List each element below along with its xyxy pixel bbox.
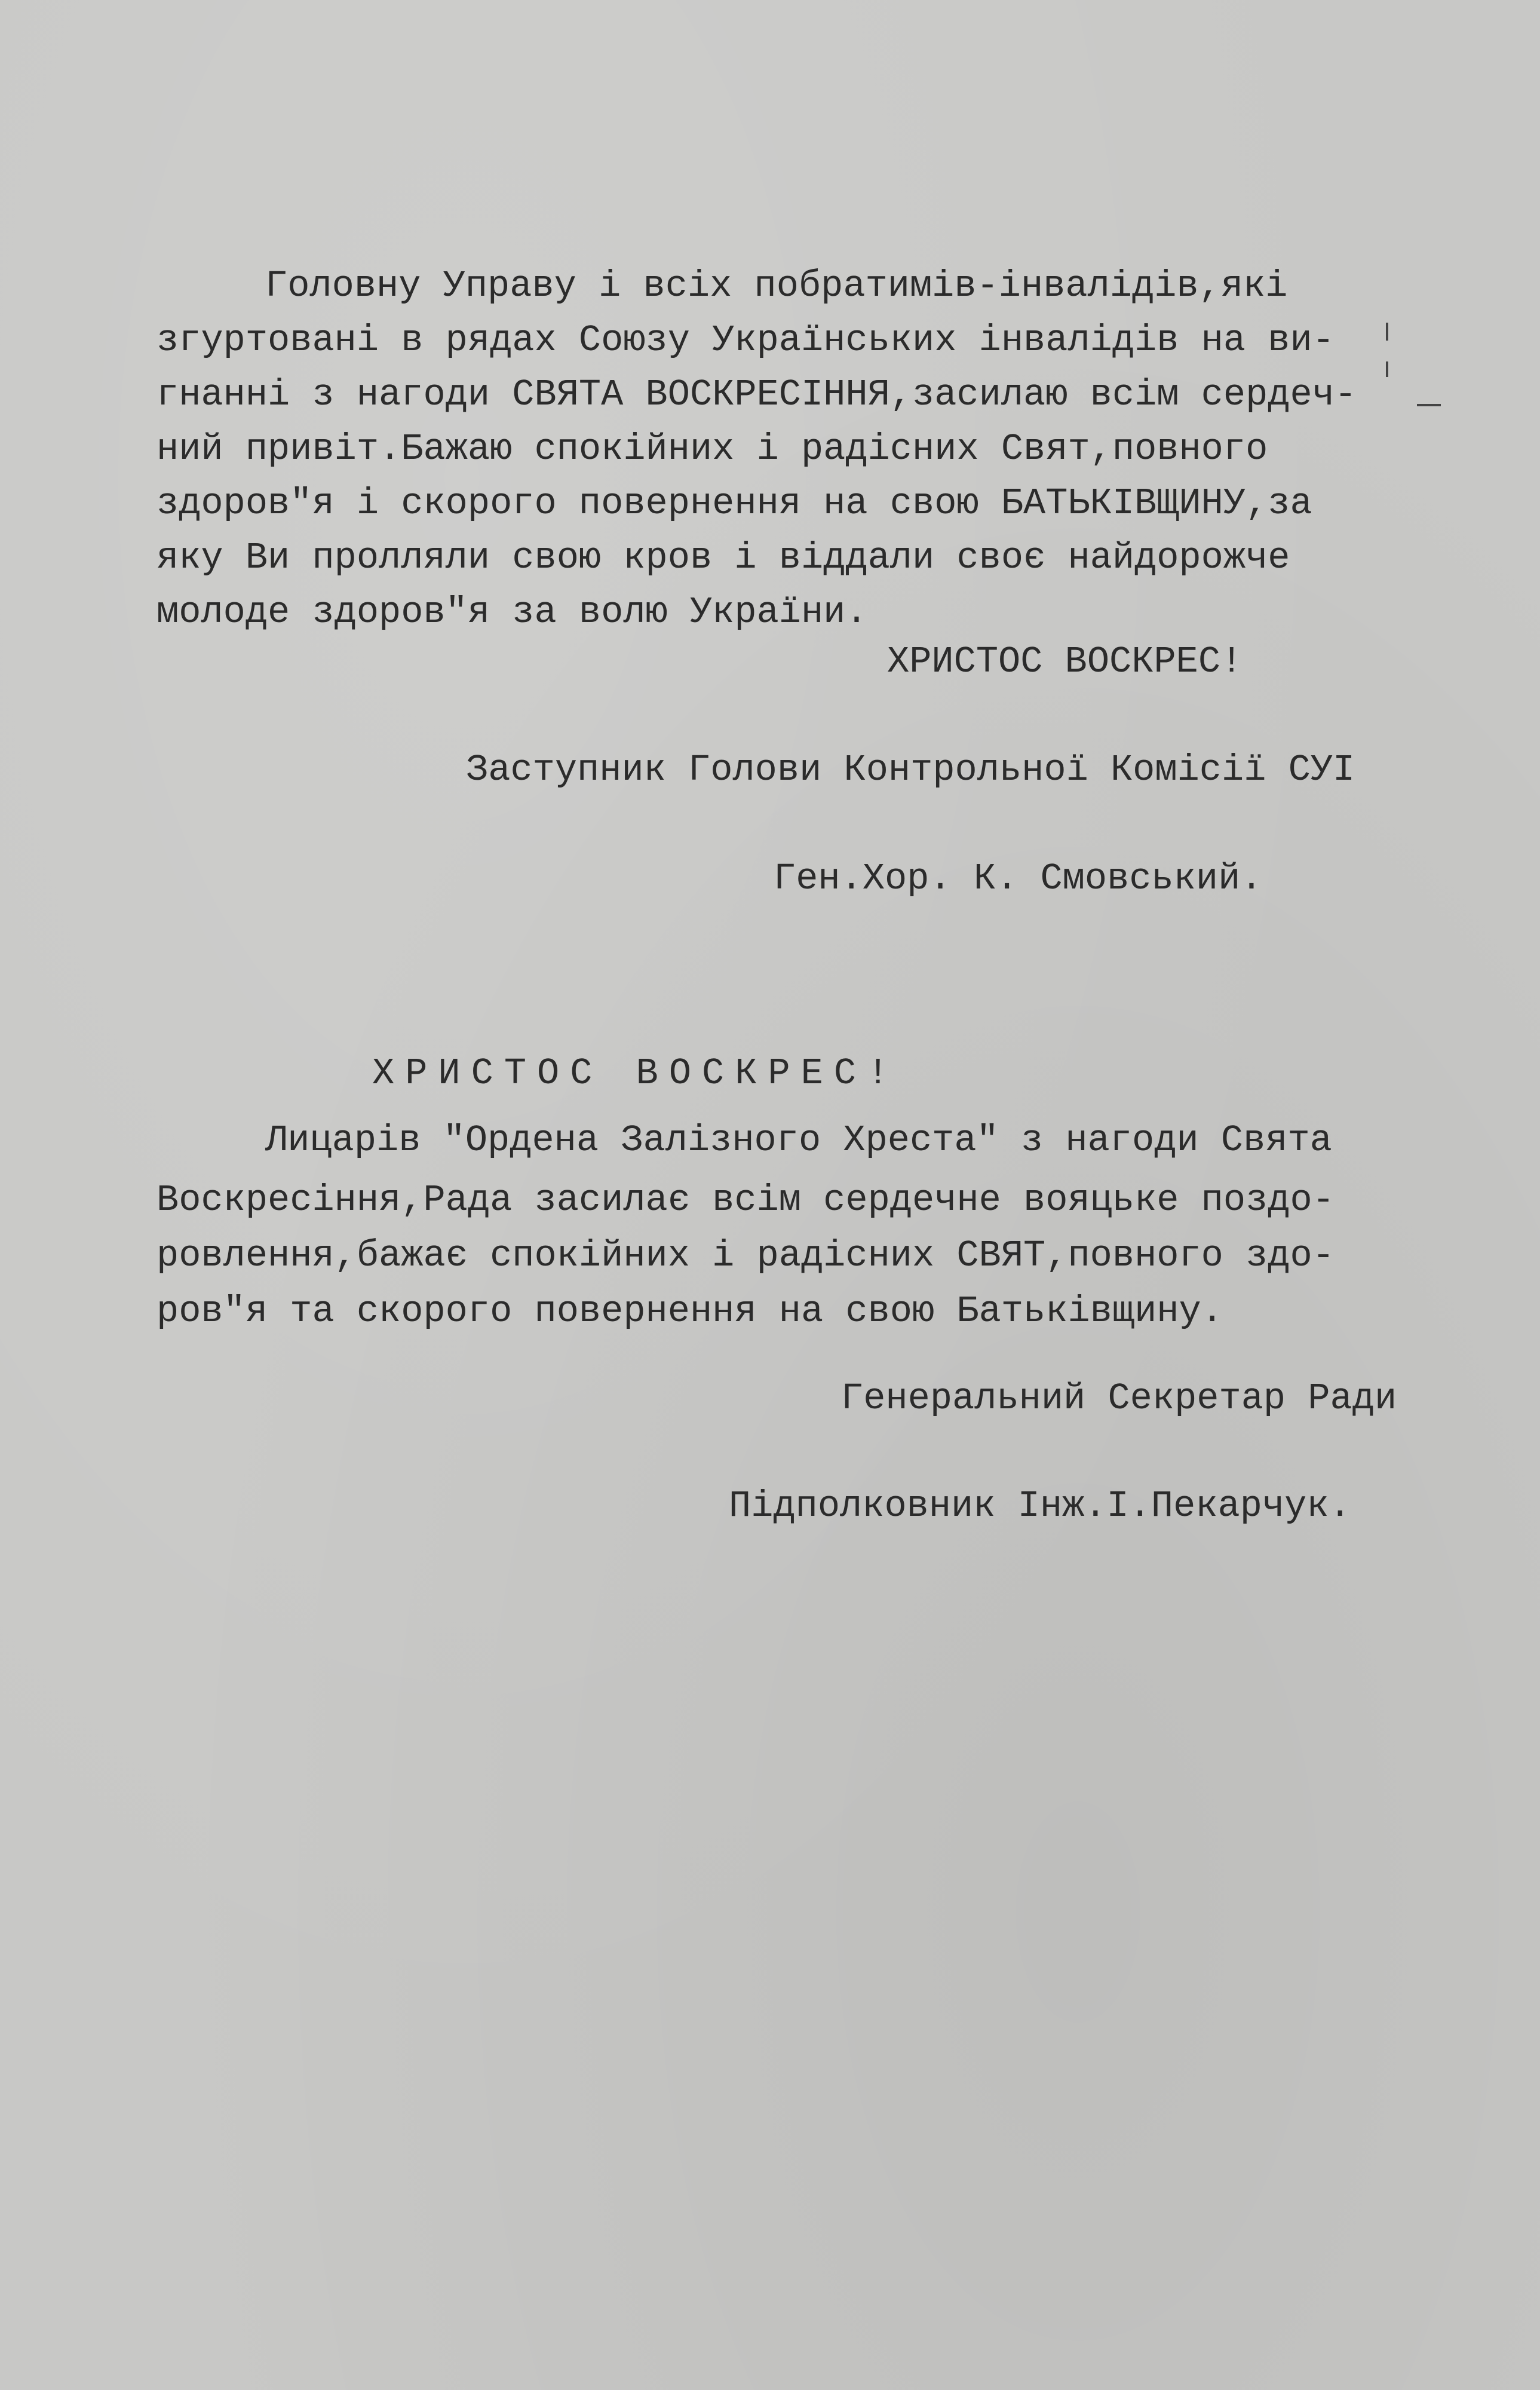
signature-name-2: Підполковник Інж.І.Пекарчук. [729, 1485, 1351, 1527]
body-line-5: здоров"я і скорого повернення на свою БАТЬКІВЩИНУ,за [157, 482, 1312, 525]
signature-title-2: Генеральний Секретар Ради [841, 1377, 1397, 1420]
body-line-6: яку Ви пролляли свою кров і віддали своє найдорожче [157, 537, 1290, 579]
margin-dash [1417, 404, 1441, 406]
body2-line-1: Лицарів "Ордена Залізного Хреста" з нагоди Свята [265, 1119, 1332, 1162]
body-line-7: молоде здоров"я за волю України. [157, 591, 868, 633]
body-line-2: згуртовані в рядах Союзу Українських інвалідів на ви- [157, 319, 1335, 361]
signature-title-1: Заступник Голови Контрольної Комісії СУІ [466, 749, 1355, 791]
margin-tick [1386, 361, 1388, 377]
body2-line-4: ров"я та скорого повернення на свою Батьківщину. [157, 1290, 1223, 1332]
closing-greeting: ХРИСТОС ВОСКРЕС! [887, 641, 1243, 683]
margin-tick [1386, 323, 1388, 341]
body-line-3: гнанні з нагоди СВЯТА ВОСКРЕСІННЯ,засилаю всім сердеч- [157, 373, 1357, 416]
body-line-4: ний привіт.Бажаю спокійних і радісних Свят,повного [157, 428, 1268, 470]
signature-name-1: Ген.Хор. К. Смовський. [774, 857, 1263, 900]
body-line-1: Головну Управу і всіх побратимів-інвалідів,які [265, 265, 1288, 307]
section-heading: ХРИСТОС ВОСКРЕС! [372, 1052, 900, 1095]
body2-line-2: Воскресіння,Рада засилає всім сердечне вояцьке поздо- [157, 1179, 1335, 1221]
body2-line-3: ровлення,бажає спокійних і радісних СВЯТ,повного здо- [157, 1234, 1335, 1277]
